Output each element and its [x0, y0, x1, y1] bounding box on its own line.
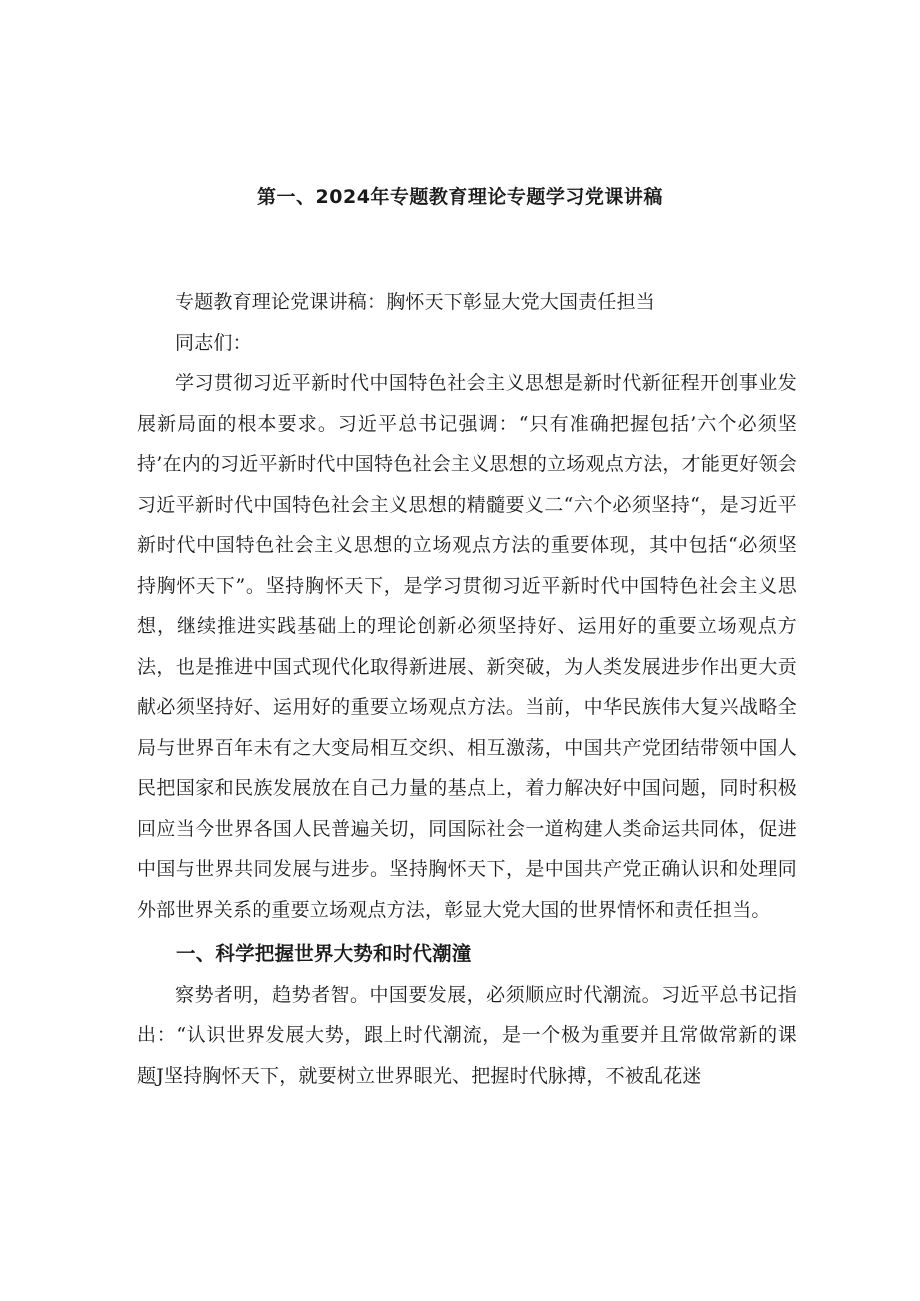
intro-paragraph: 学习贯彻习近平新时代中国特色社会主义思想是新时代新征程开创事业发展新局面的根本要求。习近平总书记强调：“只有准确把握包括’六个必须坚持’在内的习近平新时代中国特色社会主义思想的立场观点方法，才能更好领会习近平新时代中国特色社会主义思想的精髓要义二“六个必须坚持“，是习近平新时代中国特色社会主义思想的立场观点方法的重要体现，其中包括“必须坚持胸怀天下”。坚持胸怀天下，是学习贯彻习近平新时代中国特色社会主义思想，继续推进实践基础上的理论创新必须坚持好、运用好的重要立场观点方法，也是推进中国式现代化取得新进展、新突破，为人类发展进步作出更大贡献必须坚持好、运用好的重要立场观点方法。当前，中华民族伟大复兴战略全局与世界百年未有之大变局相互交织、相互激荡，中国共产党团结带领中国人民把国家和民族发展放在自己力量的基点上，着力解决好中国问题，同时积极回应当今世界各国人民普遍关切，同国际社会一道构建人类命运共同体，促进中国与世界共同发展与进步。坚持胸怀天下，是中国共产党正确认识和处理同外部世界关系的重要立场观点方法，彰显大党大国的世界情怀和责任担当。 — [137, 372, 797, 921]
document-body — [137, 282, 797, 1096]
lecture-subtitle: 专题教育理论党课讲稿：胸怀天下彰显大党大国责任担当 — [175, 291, 656, 313]
section-heading-1: 一、科学把握世界大势和时代潮潼 — [176, 942, 472, 965]
document-title: 第一、2024年专题教育理论专题学习党课讲稿 — [257, 186, 663, 208]
salutation: 同志们： — [175, 331, 252, 354]
section-1-paragraph: 察势者明，趋势者智。中国要发展，必须顺应时代潮流。习近平总书记指出：“认识世界发展大势，跟上时代潮流，是一个极为重要并且常做常新的课题J坚持胸怀天下，就要树立世界眼光、把握时代脉搏，不被乱花迷 — [137, 983, 797, 1087]
